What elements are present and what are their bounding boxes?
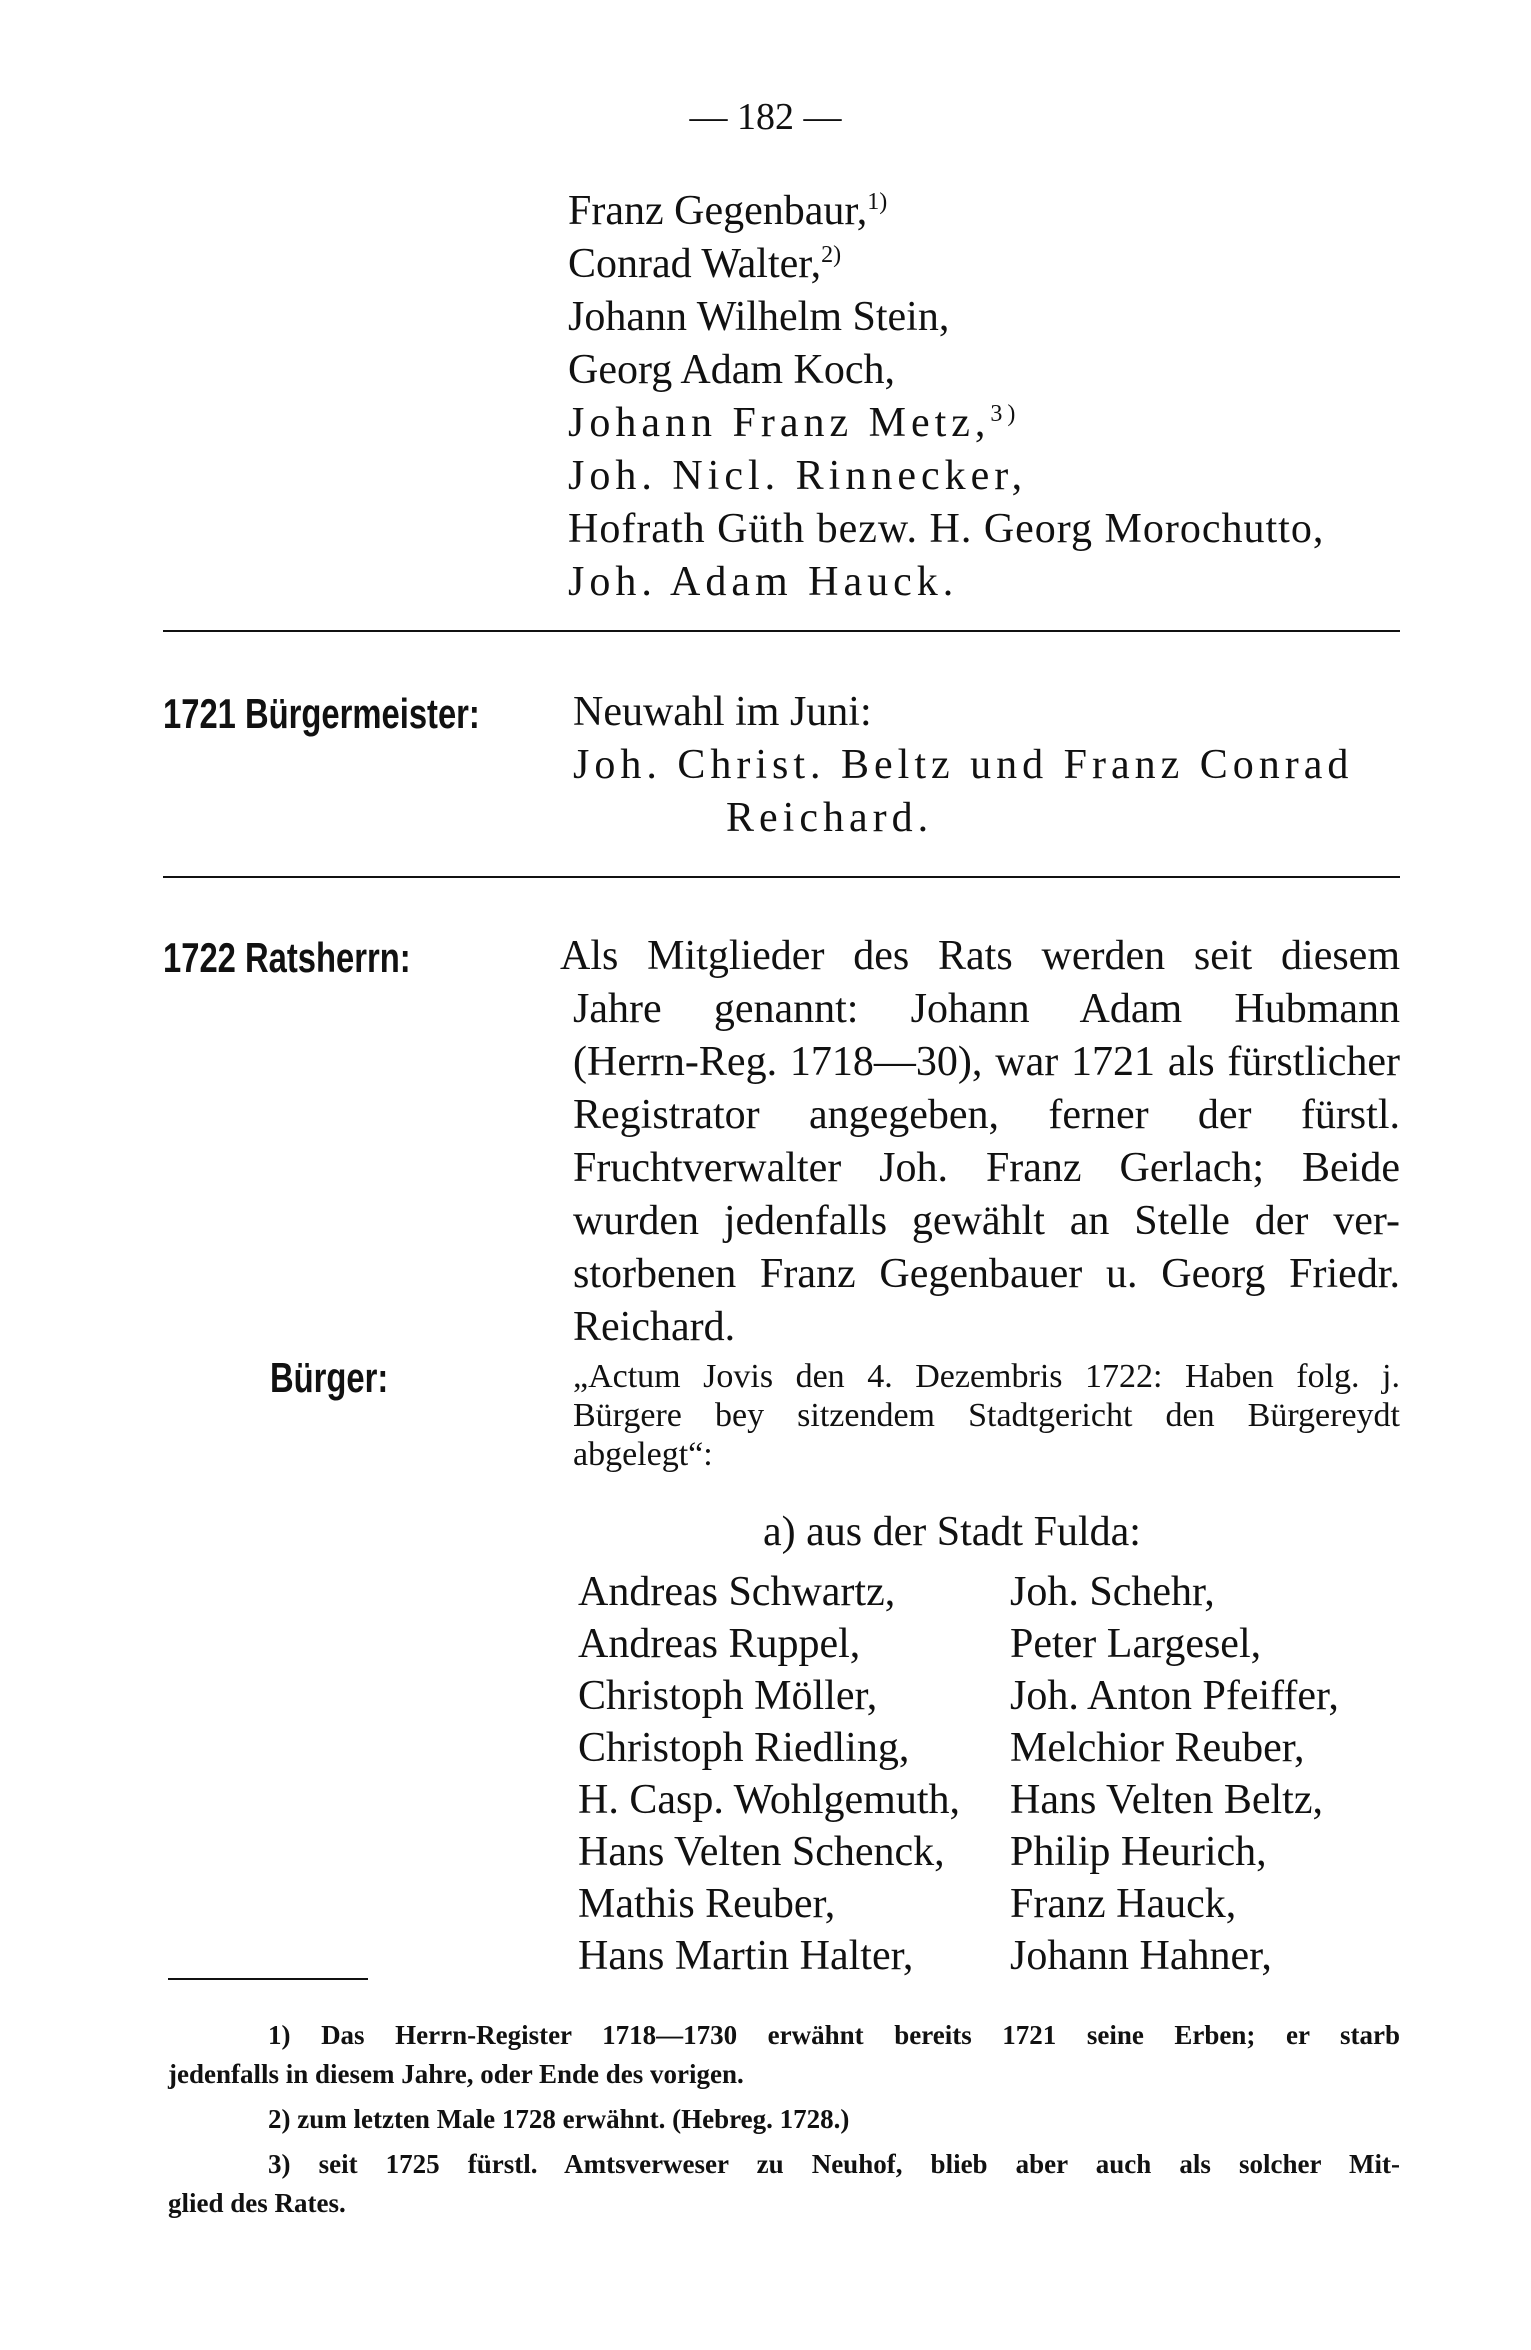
ratsherrn-line-4: Registrator angegeben, ferner der fürstl. xyxy=(573,1092,1400,1138)
ratsherrn-line-2: Jahre genannt: Johann Adam Hubmann xyxy=(573,986,1400,1032)
citizen-right-8: Johann Hahner, xyxy=(1010,1933,1272,1979)
text-1721-line1: Neuwahl im Juni: xyxy=(573,689,872,735)
ratsherrn-line-3: (Herrn-Reg. 1718—30), war 1721 als fürstlicher xyxy=(573,1039,1400,1085)
name-line-7: Hofrath Güth bezw. H. Georg Morochutto, xyxy=(568,506,1325,552)
ratsherrn-line-6: wurden jedenfalls gewählt an Stelle der ver- xyxy=(573,1198,1400,1244)
name-line-2: Conrad Walter,$^{2)}$ xyxy=(568,241,842,287)
buerger-label: Bürger: xyxy=(270,1354,389,1401)
quote-line-3: abgelegt“: xyxy=(573,1436,713,1473)
quote-line-1: „Actum Jovis den 4. Dezembris 1722: Haben folg. j. xyxy=(573,1358,1400,1395)
citizen-left-2: Andreas Ruppel, xyxy=(578,1621,861,1667)
year-label-1722: 1722 Ratsherrn: xyxy=(163,934,411,981)
year-label-1721: 1721 Bürgermeister: xyxy=(163,690,480,737)
ratsherrn-line-1: Als Mitglieder des Rats werden seit diesem xyxy=(560,933,1400,979)
footnote-1-line-1: 1) Das Herrn-Register 1718—1730 erwähnt bereits 1721 seine Erben; er starb xyxy=(268,2020,1400,2050)
footnote-divider xyxy=(168,1978,368,1980)
quote-line-2: Bürgere bey sitzendem Stadtgericht den Bürgereydt xyxy=(573,1397,1400,1434)
name-line-1: Franz Gegenbaur,$^{1)}$ xyxy=(568,188,888,234)
citizen-right-7: Franz Hauck, xyxy=(1010,1881,1237,1927)
section-divider xyxy=(163,876,1400,878)
citizen-right-2: Peter Largesel, xyxy=(1010,1621,1262,1667)
text-1721-line3: Reichard. xyxy=(726,795,934,841)
ratsherrn-line-7: storbenen Franz Gegenbauer u. Georg Friedr. xyxy=(573,1251,1400,1297)
citizen-left-8: Hans Martin Halter, xyxy=(578,1933,914,1979)
ratsherrn-line-5: Fruchtverwalter Joh. Franz Gerlach; Beide xyxy=(573,1145,1400,1191)
page-number: — 182 — xyxy=(689,96,842,138)
name-line-8: Joh. Adam Hauck. xyxy=(568,559,959,605)
name-line-6: Joh. Nicl. Rinnecker, xyxy=(568,453,1028,499)
section-divider xyxy=(163,630,1400,632)
name-line-5: Johann Franz Metz,$^{3)}$ xyxy=(568,400,1021,446)
name-line-4: Georg Adam Koch, xyxy=(568,347,895,393)
citizen-left-4: Christoph Riedling, xyxy=(578,1725,910,1771)
footnote-3-line-2: glied des Rates. xyxy=(168,2188,346,2218)
footnote-1-line-2: jedenfalls in diesem Jahre, oder Ende des vorigen. xyxy=(168,2059,744,2089)
citizen-right-4: Melchior Reuber, xyxy=(1010,1725,1305,1771)
citizen-left-3: Christoph Möller, xyxy=(578,1673,878,1719)
footnote-3-line-1: 3) seit 1725 fürstl. Amtsverweser zu Neuhof, blieb aber auch als solcher Mit- xyxy=(268,2149,1400,2179)
citizen-left-7: Mathis Reuber, xyxy=(578,1881,836,1927)
citizen-right-5: Hans Velten Beltz, xyxy=(1010,1777,1323,1823)
citizen-right-1: Joh. Schehr, xyxy=(1010,1569,1215,1615)
citizen-right-6: Philip Heurich, xyxy=(1010,1829,1267,1875)
text-1721-line2: Joh. Christ. Beltz und Franz Conrad xyxy=(573,742,1354,788)
ratsherrn-line-8: Reichard. xyxy=(573,1304,736,1350)
citizen-right-3: Joh. Anton Pfeiffer, xyxy=(1010,1673,1339,1719)
citizen-left-1: Andreas Schwartz, xyxy=(578,1569,896,1615)
footnote-2: 2) zum letzten Male 1728 erwähnt. (Hebreg. 1728.) xyxy=(268,2104,850,2134)
citizen-left-6: Hans Velten Schenck, xyxy=(578,1829,945,1875)
name-line-3: Johann Wilhelm Stein, xyxy=(568,294,950,340)
citizen-left-5: H. Casp. Wohlgemuth, xyxy=(578,1777,960,1823)
subheading-stadt-fulda: a) aus der Stadt Fulda: xyxy=(763,1509,1141,1555)
